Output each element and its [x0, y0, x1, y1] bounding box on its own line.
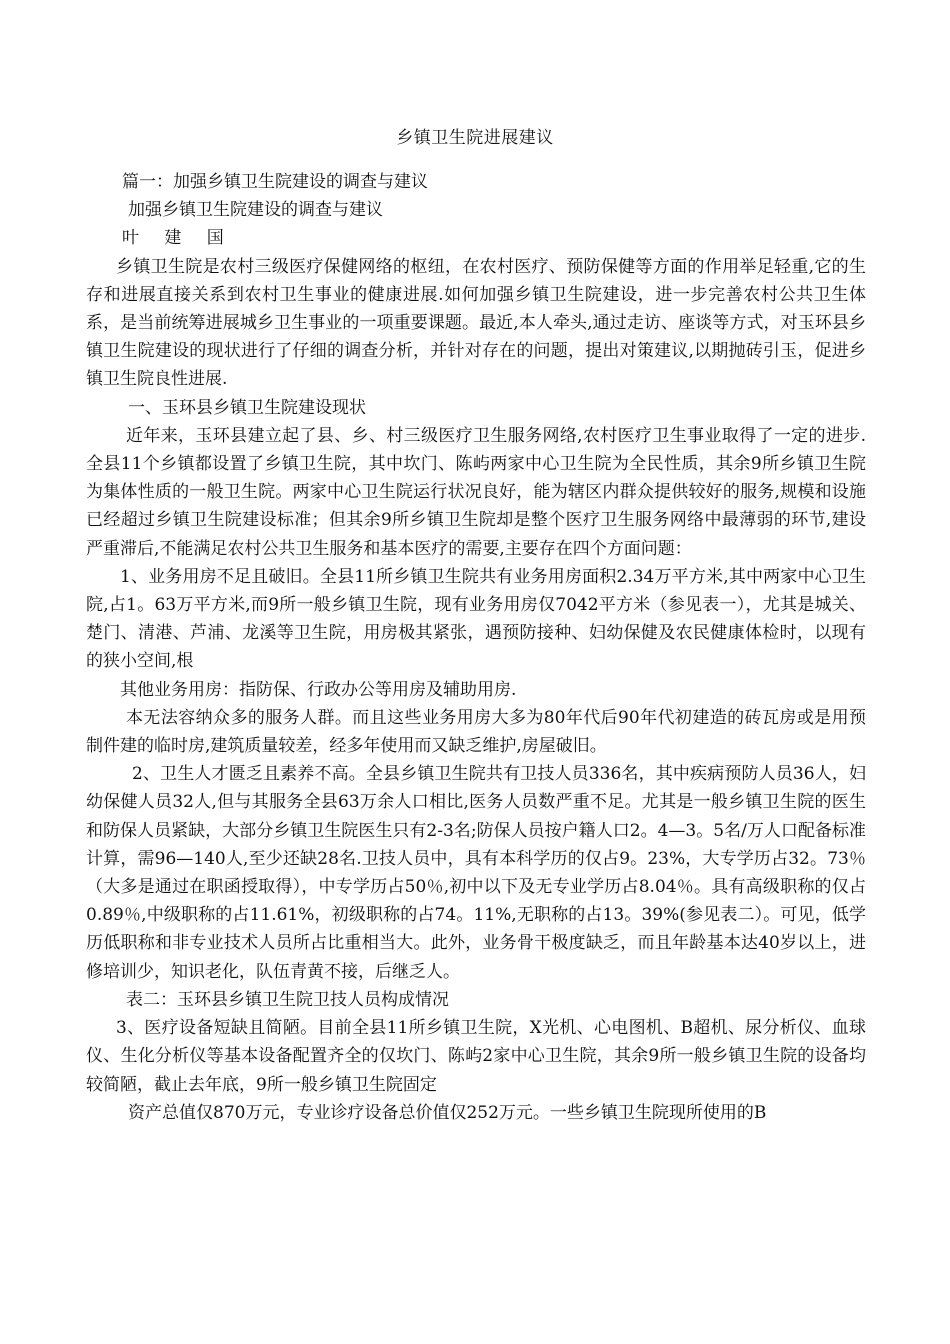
paragraph-item-1: 1、业务用房不足且破旧。全县11所乡镇卫生院共有业务用房面积2.34万平方米,其中两家中心卫生院,占1。63万平方米,而9所一般乡镇卫生院，现有业务用房仅7042平方米（参见表一），尤其是城关、楚门、清港、芦浦、龙溪等卫生院，用房极其紧张，遇预防接种、妇幼保健及农民健康体检时，以现有的狭小空间,根 — [86, 566, 866, 672]
paragraph-intro: 乡镇卫生院是农村三级医疗保健网络的枢纽，在农村医疗、预防保健等方面的作用举足轻重,它的生存和进展直接关系到农村卫生事业的健康进展.如何加强乡镇卫生院建设，进一步完善农村公共卫生体系，是当前统筹进展城乡卫生事业的一项重要课题。最近,本人牵头,通过走访、座谈等方式，对玉环县乡镇卫生院建设的现状进行了仔细的调查分析，并针对存在的问题，提出对策建议,以期抛砖引玉，促进乡镇卫生院良性进展. — [86, 256, 866, 390]
article-heading: 篇一：加强乡镇卫生院建设的调查与建议 — [122, 172, 428, 192]
document-title: 乡镇卫生院进展建议 — [396, 128, 554, 148]
table-caption-2: 表二：玉环县乡镇卫生院卫技人员构成情况 — [126, 989, 449, 1010]
section-heading-1: 一、玉环县乡镇卫生院建设现状 — [128, 397, 366, 418]
document-body — [86, 168, 866, 1127]
paragraph-item-3: 3、医疗设备短缺且简陋。目前全县11所乡镇卫生院，X光机、心电图机、B超机、尿分析仪、血球仪、生化分析仪等基本设备配置齐全的仅坎门、陈屿2家中心卫生院，其余9所一般乡镇卫生院的设备均较简陋，截止去年底，9所一般乡镇卫生院固定 — [86, 1018, 866, 1095]
article-subtitle: 加强乡镇卫生院建设的调查与建议 — [128, 200, 383, 221]
author-name: 叶 建 国 — [122, 228, 234, 249]
paragraph-item-1-cont: 本无法容纳众多的服务人群。而且这些业务用房大多为80年代后90年代初建造的砖瓦房或是用预制件建的临时房,建筑质量较差，经多年使用而又缺乏维护,房屋破旧。 — [86, 707, 866, 757]
paragraph-item-2: 2、卫生人才匮乏且素养不高。全县乡镇卫生院共有卫技人员336名，其中疾病预防人员36人，妇幼保健人员32人,但与其服务全县63万余人口相比,医务人员数严重不足。尤其是一般乡镇卫生院的医生和防保人员紧缺，大部分乡镇卫生院医生只有2-3名;防保人员按户籍人口2。4—3。5名/万人口配备标准计算，需96—140人,至少还缺28名.卫技人员中，具有本科学历的仅占9。23%，大专学历占32。73％（大多是通过在职函授取得），中专学历占50％,初中以下及无专业学历占8.04％。具有高级职称的仅占0.89％,中级职称的占11.61%，初级职称的占74。11%,无职称的占13。39%(参见表二）。可见，低学历低职称和非专业技术人员所占比重相当大。此外，业务骨干极度缺乏，而且年龄基本达40岁以上，进修培训少，知识老化，队伍青黄不接，后继乏人。 — [86, 764, 866, 982]
paragraph-item-3-cont: 资产总值仅870万元，专业诊疗设备总价值仅252万元。一些乡镇卫生院现所使用的B — [128, 1102, 767, 1123]
footnote-other-rooms: 其他业务用房：指防保、行政办公等用房及辅助用房. — [120, 679, 517, 700]
paragraph-status: 近年来，玉环县建立起了县、乡、村三级医疗卫生服务网络,农村医疗卫生事业取得了一定的进步.全县11个乡镇都设置了乡镇卫生院，其中坎门、陈屿两家中心卫生院为全民性质，其余9所乡镇卫生院为集体性质的一般卫生院。两家中心卫生院运行状况良好，能为辖区内群众提供较好的服务,规模和设施已经超过乡镇卫生院建设标准；但其余9所乡镇卫生院却是整个医疗卫生服务网络中最薄弱的环节,建设严重滞后,不能满足农村公共卫生服务和基本医疗的需要,主要存在四个方面问题： — [86, 425, 866, 559]
